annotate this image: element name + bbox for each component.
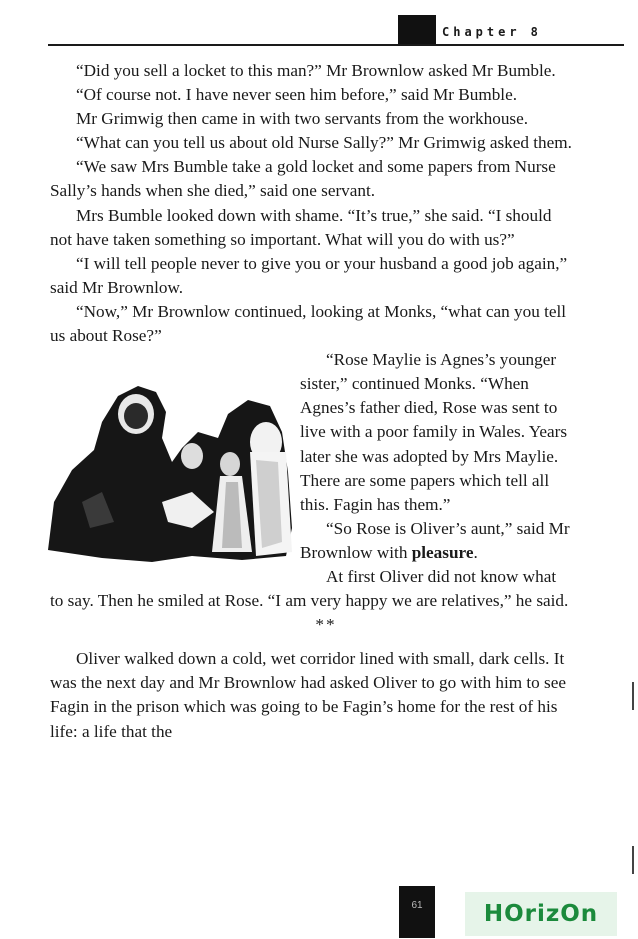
paragraph: “We saw Mrs Bumble take a gold locket and some papers from Nurse Sally’s hands when she died,” said one servant.	[50, 157, 556, 201]
paragraph: “Did you sell a locket to this man?” Mr Brownlow asked Mr Bumble.	[76, 61, 556, 80]
section-separator: **	[315, 615, 337, 635]
publisher-logo: HOrizOn	[465, 892, 617, 936]
edge-mark	[632, 846, 634, 874]
body-text	[50, 59, 572, 744]
header-rule	[48, 44, 624, 46]
paragraph: “Now,” Mr Brownlow continued, looking at Monks, “what can you tell us about Rose?”	[50, 301, 567, 346]
pleasure-paragraph: “So Rose is Oliver’s aunt,” said Mr Brownlow with pleasure.	[300, 518, 570, 562]
bold-word: pleasure	[411, 542, 474, 562]
page-number-box	[399, 886, 435, 938]
paragraph: Oliver walked down a cold, wet corridor lined with small, dark cells. It was the next day and Mr Brownlow had asked Oliver to go with him to see Fagin in the prison which was going to be Fagin’s home for the rest of his life: a life that the	[50, 649, 567, 741]
paragraph: Mrs Bumble looked down with shame. “It’s true,” she said. “I should not have taken something so important. What will you do with us?”	[50, 205, 552, 249]
paragraph: At first Oliver did not know what to say. Then he smiled at Rose. “I am very happy we are relatives,” he said.	[50, 566, 569, 611]
wrap-paragraph: “Rose Maylie is Agnes’s younger sister,” continued Monks. “When Agnes’s father died, Rose was sent to live with a poor family in Wales. Years later she was adopted by Mrs Maylie. There are some papers which tell all this. Fagin has them.”	[300, 350, 568, 514]
paragraph: “Of course not. I have never seen him before,” said Mr Bumble.	[76, 85, 517, 105]
paragraph: “I will tell people never to give you or your husband a good job again,” said Mr Brownlow.	[50, 253, 568, 297]
paragraph: “What can you tell us about old Nurse Sally?” Mr Grimwig asked them.	[76, 133, 572, 153]
illustration	[42, 352, 294, 566]
chapter-number: 8	[530, 25, 538, 39]
chapter-label: Chapter	[442, 25, 521, 39]
edge-mark	[632, 682, 634, 710]
header-block	[398, 15, 436, 45]
page-number: 61	[411, 900, 423, 911]
chapter-heading	[442, 25, 538, 39]
illustration-group-figures	[42, 352, 294, 566]
paragraph: Mr Grimwig then came in with two servants from the workhouse.	[76, 109, 529, 129]
